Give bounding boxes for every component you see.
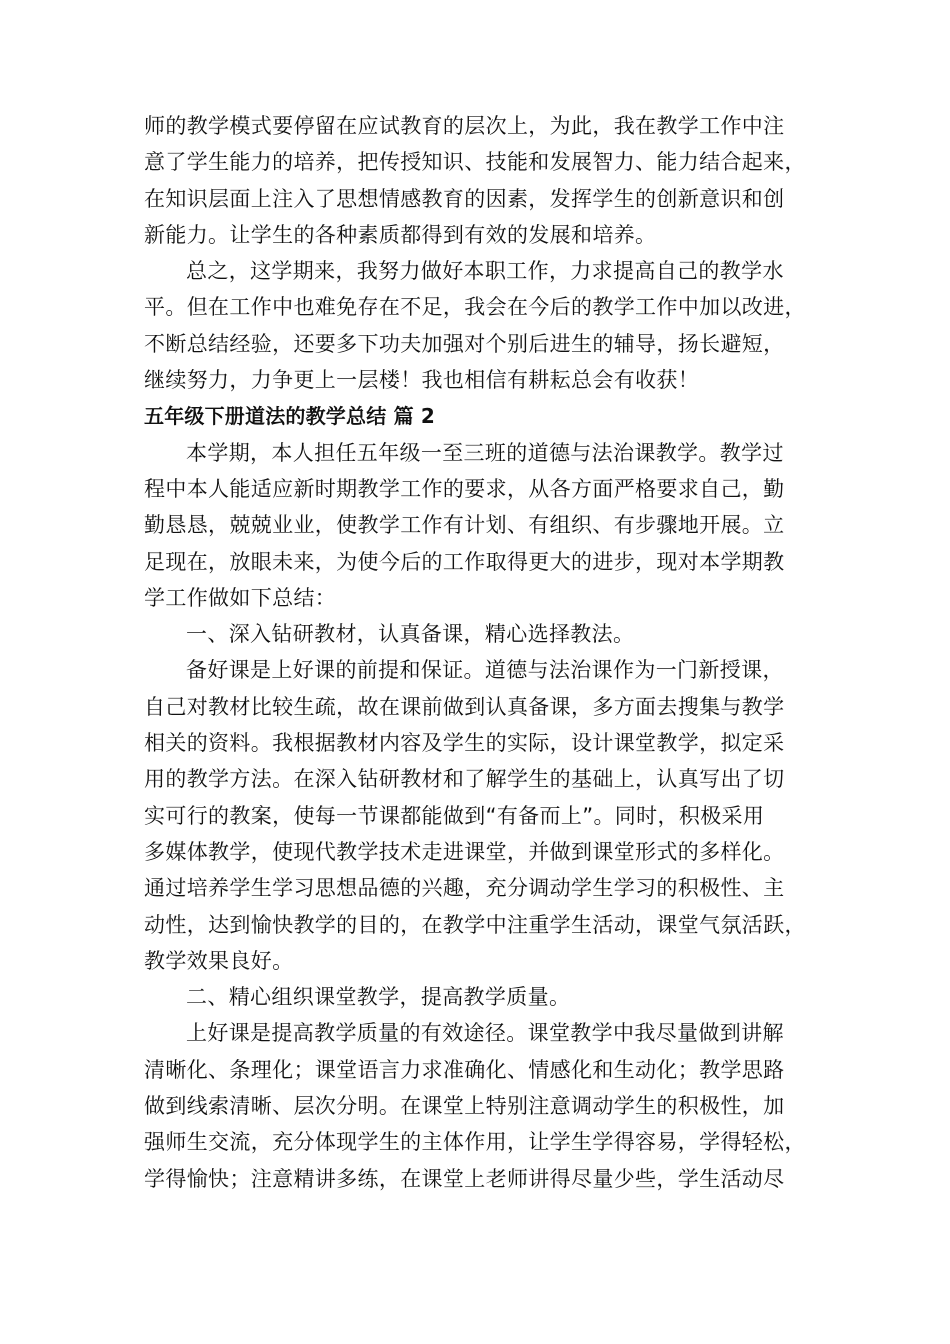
text-line: 勤恳恳，兢兢业业，使教学工作有计划、有组织、有步骤地开展。立 <box>144 513 785 538</box>
text-line: 自己对教材比较生疏，故在课前做到认真备课，多方面去搜集与教学 <box>144 694 785 719</box>
text-line: 意了学生能力的培养，把传授知识、技能和发展智力、能力结合起来， <box>144 150 806 175</box>
text-line: 相关的资料。我根据教材内容及学生的实际，设计课堂教学，拟定采 <box>144 731 785 756</box>
text-line: 本学期，本人担任五年级一至三班的道德与法治课教学。教学过 <box>186 440 784 465</box>
text-line: 动性，达到愉快教学的目的，在教学中注重学生活动，课堂气氛活跃， <box>144 912 806 937</box>
text-line: 一、深入钻研教材，认真备课，精心选择教法。 <box>186 622 635 647</box>
text-line: 备好课是上好课的前提和保证。道德与法治课作为一门新授课， <box>186 658 784 683</box>
text-line: 多媒体教学，使现代教学技术走进课堂，并做到课堂形式的多样化。 <box>144 839 785 864</box>
text-line: 做到线索清晰、层次分明。在课堂上特别注意调动学生的积极性，加 <box>144 1094 785 1119</box>
text-line: 强师生交流，充分体现学生的主体作用，让学生学得容易，学得轻松， <box>144 1130 806 1155</box>
text-line: 二、精心组织课堂教学，提高教学质量。 <box>186 985 571 1010</box>
document-page <box>144 108 844 1197</box>
text-line: 程中本人能适应新时期教学工作的要求，从各方面严格要求自己，勤 <box>144 476 785 501</box>
text-line: 上好课是提高教学质量的有效途径。课堂教学中我尽量做到讲解 <box>186 1021 784 1046</box>
text-line: 平。但在工作中也难免存在不足，我会在今后的教学工作中加以改进， <box>144 295 806 320</box>
text-line: 新能力。让学生的各种素质都得到有效的发展和培养。 <box>144 222 657 247</box>
section-heading: 五年级下册道法的教学总结 篇 2 <box>144 404 436 429</box>
text-line: 在知识层面上注入了思想情感教育的因素，发挥学生的创新意识和创 <box>144 186 785 211</box>
text-line: 不断总结经验，还要多下功夫加强对个别后进生的辅导，扬长避短， <box>144 331 785 356</box>
text-line: 学得愉快；注意精讲多练，在课堂上老师讲得尽量少些，学生活动尽 <box>144 1166 785 1191</box>
text-line: 学工作做如下总结： <box>144 585 337 610</box>
text-line: 足现在，放眼未来，为使今后的工作取得更大的进步，现对本学期教 <box>144 549 785 574</box>
text-line: 继续努力，力争更上一层楼！我也相信有耕耘总会有收获！ <box>144 368 700 393</box>
text-line: 用的教学方法。在深入钻研教材和了解学生的基础上，认真写出了切 <box>144 767 785 792</box>
text-line: 师的教学模式要停留在应试教育的层次上，为此，我在教学工作中注 <box>144 114 785 138</box>
text-line: 总之，这学期来，我努力做好本职工作，力求提高自己的教学水 <box>186 259 784 284</box>
text-line: 通过培养学生学习思想品德的兴趣，充分调动学生学习的积极性、主 <box>144 876 785 901</box>
text-line: 清晰化、条理化；课堂语言力求准确化、情感化和生动化；教学思路 <box>144 1057 785 1082</box>
text-line: 教学效果良好。 <box>144 948 294 973</box>
text-line: 实可行的教案，使每一节课都能做到“有备而上”。同时，积极采用 <box>144 803 765 828</box>
